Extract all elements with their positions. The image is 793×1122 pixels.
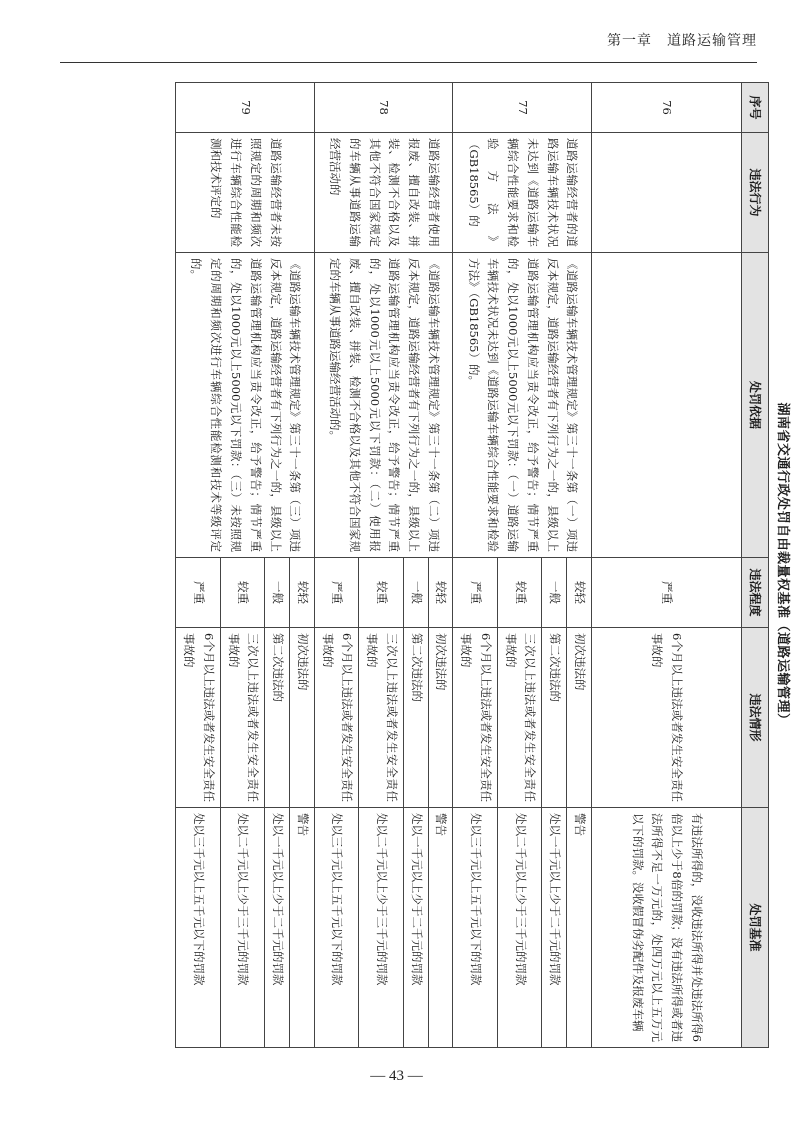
violation-act: 道路运输经营者未按照规定的周期和频次进行车辆综合性能检测和技术评定的	[176, 133, 315, 253]
penalty-standard: 处以三千元以上五千元以下的罚款	[314, 808, 359, 1048]
row-number: 76	[592, 83, 742, 133]
violation-degree: 一般	[403, 558, 428, 628]
penalty-basis: 《道路运输车辆技术管理规定》第三十一条第（二）项违反本规定，道路运输经营者有下列行为之一的，县级以上道路运输管理机构应当责令改正，给予警告；情节严重的，处以1000元以上5000元以下罚款：（二）使用报废、擅自改装、拼装、检测不合格以及其他不符合国家规定的车辆从事道路运输经营活动的。	[314, 253, 453, 558]
row-number: 79	[176, 83, 315, 133]
penalty-standard: 处以一千元以上少于二千元的罚款	[403, 808, 428, 1048]
rotated-table-area	[115, 82, 793, 1047]
penalty-standard: 处以一千元以上少于二千元的罚款	[542, 808, 567, 1048]
violation-situation: 第二次违法的	[265, 628, 290, 808]
violation-situation: 第二次违法的	[403, 628, 428, 808]
violation-situation: 6个月以上违法或者发生安全责任事故的	[592, 628, 742, 808]
header-penalty: 处罚基准	[742, 808, 769, 1048]
table-row	[290, 83, 315, 1048]
violation-degree: 较轻	[290, 558, 315, 628]
violation-situation: 初次违法的	[290, 628, 315, 808]
header-degree: 违法程度	[742, 558, 769, 628]
table-row	[428, 83, 453, 1048]
violation-act: 道路运输经营者使用报废、擅自改装、拼装、检测不合格以及其他不符合国家规定的车辆从事道路运输经营活动的	[314, 133, 453, 253]
violation-situation: 6个月以上违法或者发生安全责任事故的	[453, 628, 498, 808]
penalty-basis: 《道路运输车辆技术管理规定》第三十一条第（三）项违反本规定，道路运输经营者有下列行为之一的，县级以上道路运输管理机构应当责令改正，给予警告；情节严重的，处以1000元以上5000元以下罚款：（三）未按照规定的周期和频次进行车辆综合性能检测和技术等级评定的。	[176, 253, 315, 558]
violation-situation: 三次以上违法或者发生安全责任事故的	[359, 628, 404, 808]
row-number: 78	[314, 83, 453, 133]
penalty-standard: 有违法所得的，没收违法所得并处违法所得6倍以上少于8倍的罚款；没有违法所得或者违法所得不足一万元的，处四万元以上五万元以下的罚款。没收假冒伪劣配件及报废车辆	[592, 808, 742, 1048]
penalty-basis	[592, 253, 742, 558]
violation-degree: 严重	[176, 558, 221, 628]
penalty-standard: 处以二千元以上少于三千元的罚款	[220, 808, 265, 1048]
violation-situation: 初次违法的	[428, 628, 453, 808]
penalty-standard: 警告	[290, 808, 315, 1048]
header-situation: 违法情形	[742, 628, 769, 808]
row-number: 77	[453, 83, 592, 133]
violation-situation: 三次以上违法或者发生安全责任事故的	[497, 628, 542, 808]
violation-degree: 较轻	[428, 558, 453, 628]
violation-situation: 6个月以上违法或者发生安全责任事故的	[314, 628, 359, 808]
violation-situation: 6个月以上违法或者发生安全责任事故的	[176, 628, 221, 808]
header-basis: 处罚依据	[742, 253, 769, 558]
header-rule	[60, 62, 757, 63]
penalty-standard-table	[175, 82, 769, 1048]
penalty-standard: 处以二千元以上少于三千元的罚款	[359, 808, 404, 1048]
violation-degree: 较重	[359, 558, 404, 628]
table-header-row	[742, 83, 769, 1048]
violation-degree: 严重	[453, 558, 498, 628]
violation-degree: 一般	[265, 558, 290, 628]
table-row	[567, 83, 592, 1048]
penalty-basis: 《道路运输车辆技术管理规定》第三十一条第（一）项违反本规定，道路运输经营者有下列行为之一的，县级以上道路运输管理机构应当责令改正，给予警告；情节严重的，处以1000元以上5000元以下罚款：（一）道路运输车辆技术状况未达到《道路运输车辆综合性能要求和检验方法》（GB18565）的。	[453, 253, 592, 558]
penalty-standard: 处以二千元以上少于三千元的罚款	[497, 808, 542, 1048]
violation-situation: 第二次违法的	[542, 628, 567, 808]
violation-situation: 三次以上违法或者发生安全责任事故的	[220, 628, 265, 808]
violation-degree: 严重	[314, 558, 359, 628]
violation-act	[592, 133, 742, 253]
penalty-standard: 警告	[567, 808, 592, 1048]
penalty-standard: 警告	[428, 808, 453, 1048]
table-row	[592, 83, 742, 1048]
header-act: 违法行为	[742, 133, 769, 253]
document-title: 湖南省交通行政处罚自由裁量权基准（道路运输管理）	[775, 402, 790, 727]
violation-situation: 初次违法的	[567, 628, 592, 808]
violation-degree: 一般	[542, 558, 567, 628]
header-num: 序号	[742, 83, 769, 133]
violation-degree: 严重	[592, 558, 742, 628]
violation-act: 道路运输经营者的道路运输车辆技术状况未达到《道路运输车辆综合性能要求和检验方法》（GB18565）的	[453, 133, 592, 253]
penalty-standard: 处以三千元以上五千元以下的罚款	[453, 808, 498, 1048]
violation-degree: 较轻	[567, 558, 592, 628]
violation-degree: 较重	[220, 558, 265, 628]
page-number: — 43 —	[370, 1068, 423, 1084]
penalty-standard: 处以一千元以上少于二千元的罚款	[265, 808, 290, 1048]
violation-degree: 较重	[497, 558, 542, 628]
penalty-standard: 处以三千元以上五千元以下的罚款	[176, 808, 221, 1048]
running-header: 第一章 道路运输管理	[607, 33, 757, 49]
